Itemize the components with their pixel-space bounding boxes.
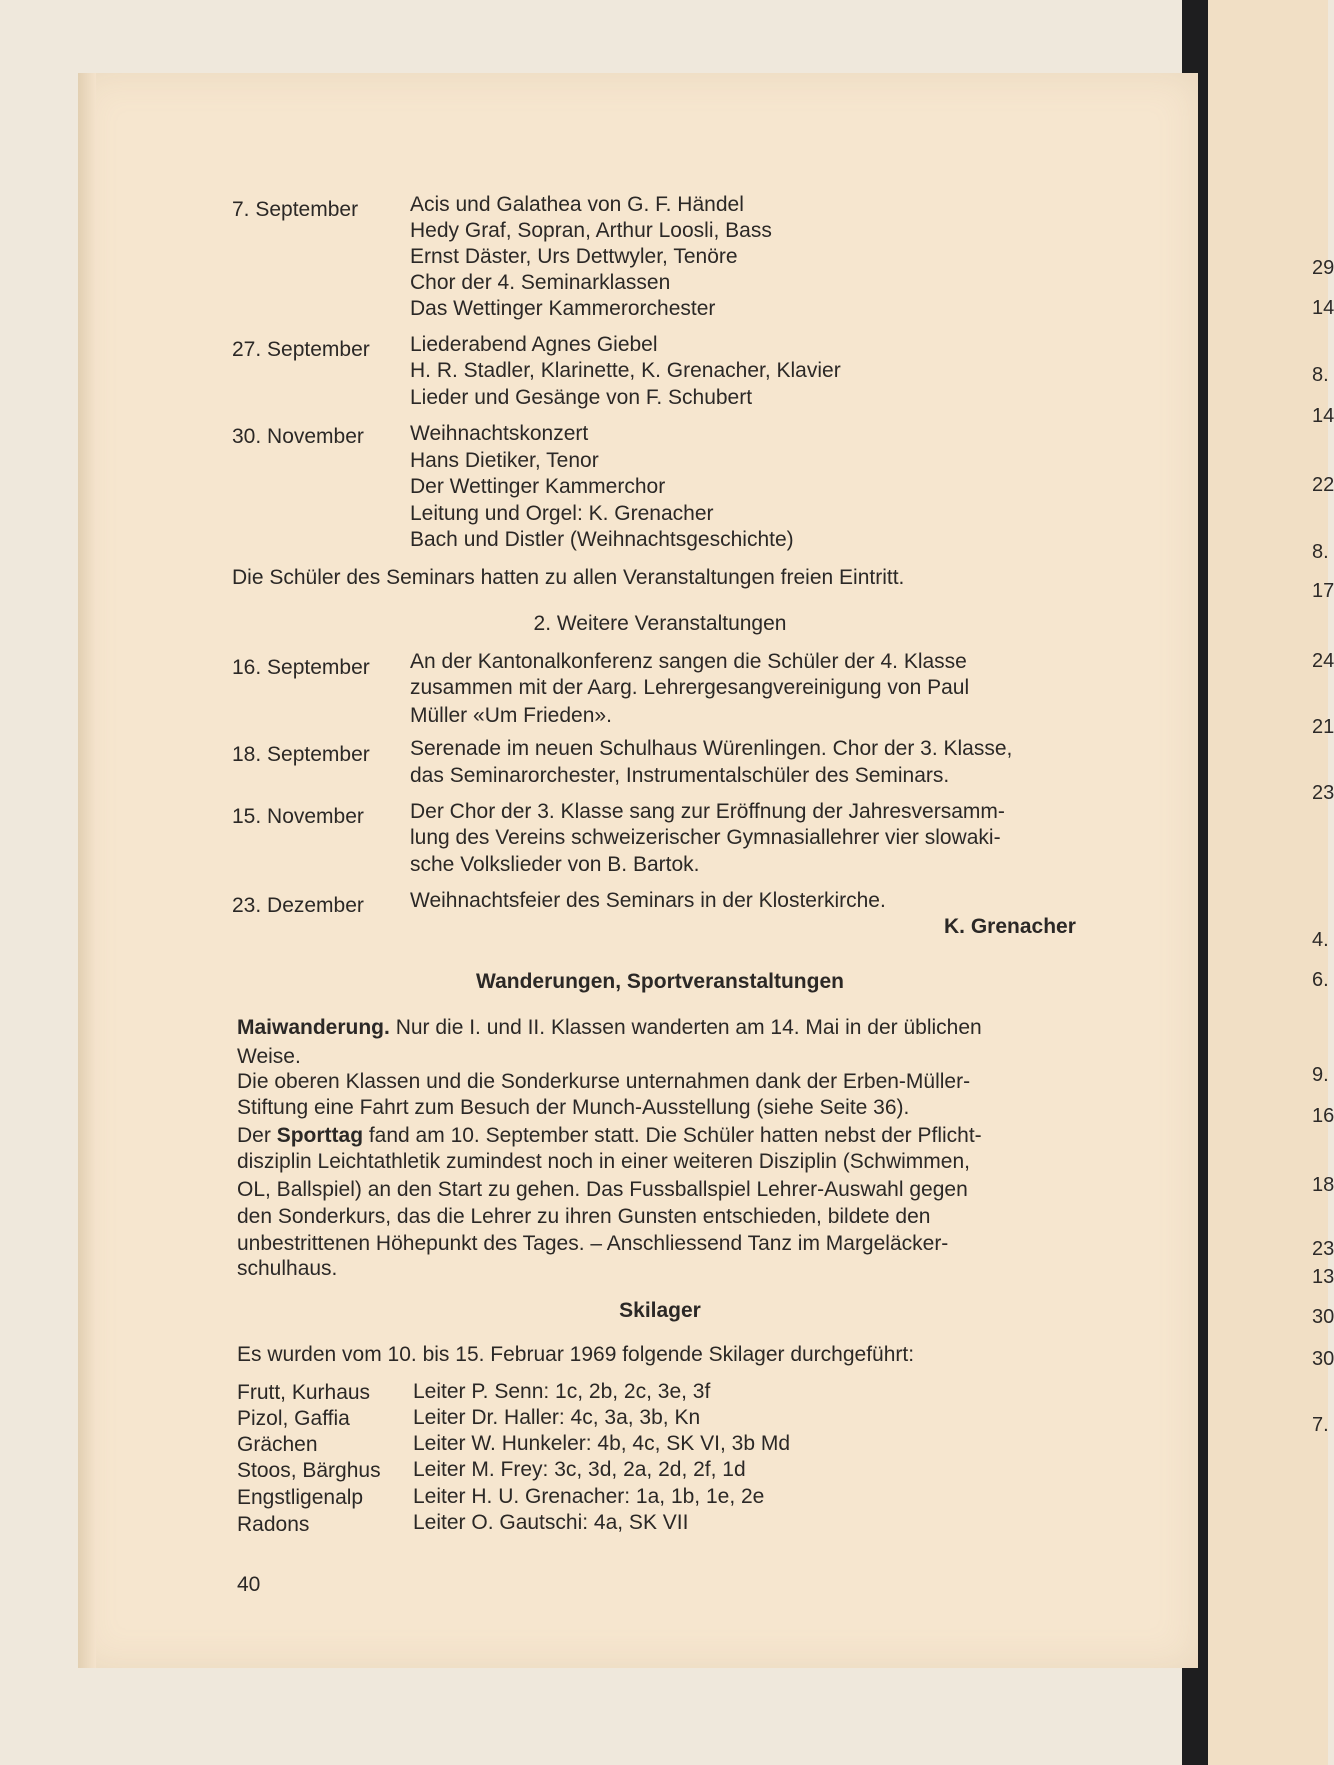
paragraph-line: Die oberen Klassen und die Sonderkurse unternahmen dank der Erben-Müller- [237,1070,971,1093]
camp-place: Grächen [237,1433,318,1456]
adjacent-page-number: 17 [1312,580,1334,602]
camp-place: Frutt, Kurhaus [237,1381,371,1404]
adjacent-page-number: 14 [1312,297,1334,319]
adjacent-page-number: 21 [1312,716,1334,738]
camp-leader: Leiter M. Frey: 3c, 3d, 2a, 2d, 2f, 1d [413,1458,746,1481]
paragraph-line [237,1016,982,1040]
camp-place: Stoos, Bärghus [237,1459,381,1482]
event-line: lung des Vereins schweizerischer Gymnasiallehrer vier slowaki- [410,826,1001,849]
event-line: zusammen mit der Aarg. Lehrergesangvereinigung von Paul [410,676,970,699]
event-line: Serenade im neuen Schulhaus Würenlingen. Chor der 3. Klasse, [410,737,1013,760]
event-line: Liederabend Agnes Giebel [410,333,658,356]
event-date: 30. November [232,425,364,448]
event-line: Acis und Galathea von G. F. Händel [410,193,744,216]
sporttag-text: fand am 10. September statt. Die Schüler hatten nebst der Pflicht- [363,1124,982,1147]
paragraph-line: schulhaus. [237,1257,338,1280]
event-line: Weihnachtskonzert [410,422,589,445]
camp-leader: Leiter H. U. Grenacher: 1a, 1b, 1e, 2e [413,1485,765,1508]
event-line: An der Kantonalkonferenz sangen die Schüler der 4. Klasse [410,650,967,673]
paragraph-line: Stiftung eine Fahrt zum Besuch der Munch-Ausstellung (siehe Seite 36). [237,1096,910,1119]
event-line: Bach und Distler (Weihnachtsgeschichte) [410,528,794,551]
paragraph-line: Weise. [237,1045,301,1068]
adjacent-page-number: 22 [1312,474,1334,496]
camp-place: Engstligenalp [237,1486,364,1509]
event-line: Chor der 4. Seminarklassen [410,271,671,294]
event-line: H. R. Stadler, Klarinette, K. Grenacher, Klavier [410,359,841,382]
event-line: Hans Dietiker, Tenor [410,449,599,472]
paragraph-line: den Sonderkurs, das die Lehrer zu ihren Gunsten entschieden, bildete den [237,1205,931,1228]
paragraph-line: unbestrittenen Höhepunkt des Tages. – Anschliessend Tanz im Margeläcker- [237,1232,949,1255]
camp-leader: Leiter Dr. Haller: 4c, 3a, 3b, Kn [413,1406,701,1429]
camp-leader: Leiter O. Gautschi: 4a, SK VII [413,1511,689,1534]
page-number: 40 [237,1573,261,1596]
event-date: 27. September [232,338,370,361]
skilager-intro: Es wurden vom 10. bis 15. Februar 1969 folgende Skilager durchgeführt: [237,1343,915,1366]
adjacent-page-number: 8. [1312,541,1329,563]
camp-leader: Leiter W. Hunkeler: 4b, 4c, SK VI, 3b Md [413,1432,791,1455]
adjacent-page-number: 9. [1312,1064,1329,1086]
adjacent-page-number: 29 [1312,257,1334,279]
event-line: Der Chor der 3. Klasse sang zur Eröffnung der Jahresversamm- [410,800,1005,823]
adjacent-page-number: 8. [1312,364,1329,386]
adjacent-page-number: 13 [1312,1266,1334,1288]
sporttag-label: Sporttag [276,1124,364,1147]
event-line: Der Wettinger Kammerchor [410,475,666,498]
adjacent-page-number: 23 [1312,1238,1334,1260]
sporttag-pre: Der [237,1124,277,1147]
free-entry-note: Die Schüler des Seminars hatten zu allen Veranstaltungen freien Eintritt. [232,566,905,589]
adjacent-page-number: 14 [1312,405,1334,427]
event-line: Lieder und Gesänge von F. Schubert [410,386,753,409]
camp-place: Pizol, Gaffia [237,1407,350,1430]
maiwanderung-label: Maiwanderung. [237,1016,390,1039]
paragraph-line: OL, Ballspiel) an den Start zu gehen. Das Fussballspiel Lehrer-Auswahl gegen [237,1178,968,1201]
adjacent-page-number: 24 [1312,650,1334,672]
event-date: 18. September [232,743,370,766]
signature: K. Grenacher [944,915,1076,938]
adjacent-page-number: 16 [1312,1105,1334,1127]
event-line: Weihnachtsfeier des Seminars in der Klosterkirche. [410,889,886,912]
camp-place: Radons [237,1513,310,1536]
paragraph-line [237,1124,982,1148]
section-heading: Wanderungen, Sportveranstaltungen [476,970,844,993]
event-line: Hedy Graf, Sopran, Arthur Loosli, Bass [410,219,772,242]
adjacent-page-number: 6. [1312,969,1329,991]
camp-leader: Leiter P. Senn: 1c, 2b, 2c, 3e, 3f [413,1380,711,1403]
adjacent-page-number: 30 [1312,1306,1334,1328]
event-date: 23. Dezember [232,894,364,917]
section-heading: 2. Weitere Veranstaltungen [533,612,787,635]
event-line: das Seminarorchester, Instrumentalschüler des Seminars. [410,764,950,787]
adjacent-page [1208,0,1328,1765]
maiwanderung-text: Nur die I. und II. Klassen wanderten am 14. Mai in der üblichen [389,1016,982,1039]
event-date: 7. September [232,198,359,221]
adjacent-page-number: 4. [1312,929,1329,951]
adjacent-page-number: 7. [1312,1414,1329,1436]
event-line: Müller «Um Frieden». [410,704,612,727]
event-date: 16. September [232,656,370,679]
section-heading: Skilager [619,1299,701,1322]
event-line: Ernst Däster, Urs Dettwyler, Tenöre [410,245,738,268]
event-line: Das Wettinger Kammerorchester [410,297,716,320]
page-edge [78,73,96,1668]
event-line: Leitung und Orgel: K. Grenacher [410,502,714,525]
adjacent-page-number: 23 [1312,782,1334,804]
adjacent-page-number: 30 [1312,1348,1334,1370]
paragraph-line: disziplin Leichtathletik zumindest noch in einer weiteren Disziplin (Schwimmen, [237,1150,970,1173]
adjacent-page-number: 18 [1312,1174,1334,1196]
event-date: 15. November [232,805,364,828]
event-line: sche Volkslieder von B. Bartok. [410,853,700,876]
